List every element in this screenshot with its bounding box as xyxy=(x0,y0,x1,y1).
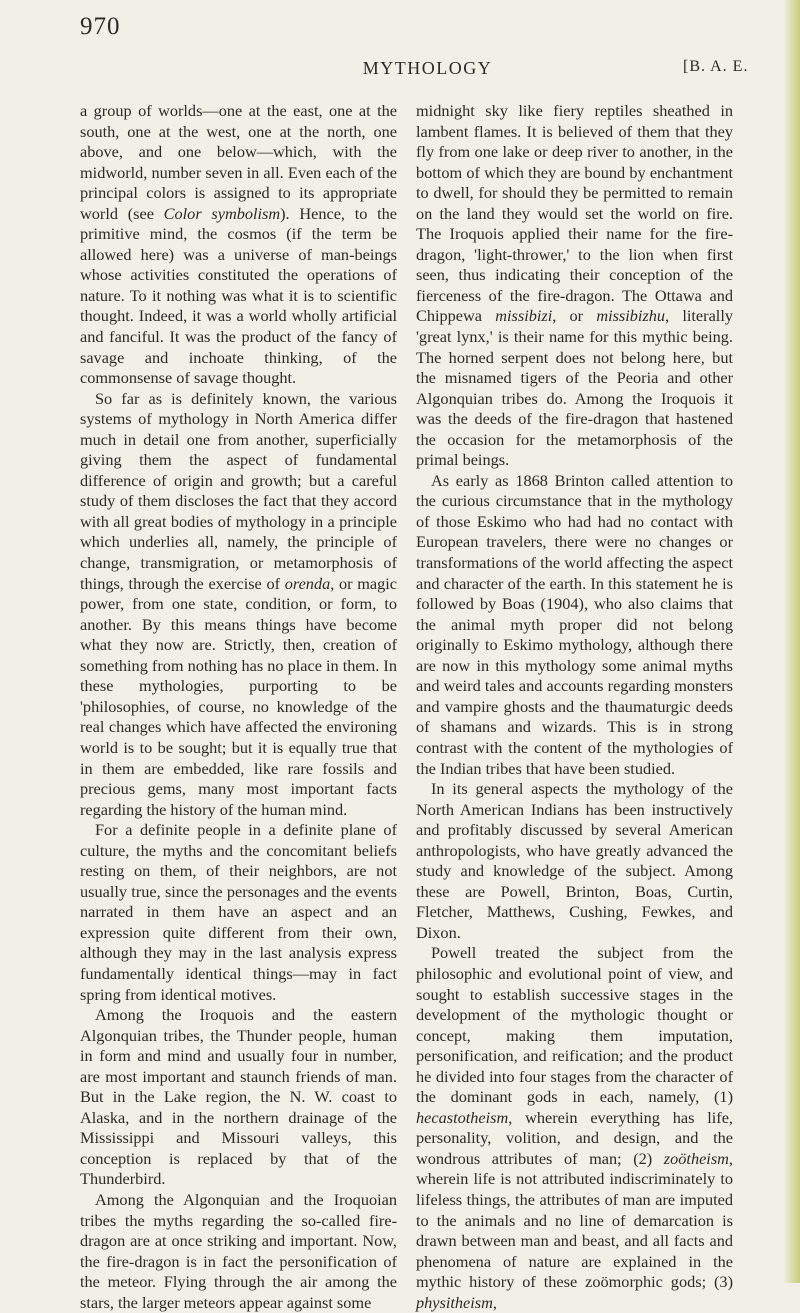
text-run: Among the Algonquian and the Iroquoian tribes the myths regarding the so-called fire-dragon are at once striking and important. Now, the fire-dragon is in fact the personification of the meteor. Flying through the air among the stars, the larger meteors appear against some xyxy=(80,1189,397,1312)
left-text-column xyxy=(80,101,397,1313)
text-run: , wherein life is not attributed indiscriminately to lifeless things, the attributes of man are imputed to the animals and no line of demarcation is drawn between man and beast, and all facts and phenomena of nature are explained in the mythic history of these zoömorphic gods; (3) xyxy=(416,1148,733,1292)
running-title: MYTHOLOGY xyxy=(362,58,493,78)
page-edge xyxy=(784,0,800,1283)
italic-term: orenda xyxy=(284,573,331,593)
paragraph xyxy=(80,101,397,389)
page-header xyxy=(0,0,800,100)
paragraph xyxy=(80,389,397,820)
paragraph xyxy=(80,820,397,1005)
text-run: In its general aspects the mythology of the North American Indians has been instructively and profitably discussed by several American anthropologists, who have greatly advanced the study and knowledge of the subject. Among these are Powell, Brinton, Boas, Curtin, Fletcher, Matthews, Cushing, Fewkes, and Dixon. xyxy=(416,779,733,942)
text-run: So far as is definitely known, the various systems of mythology in North America differ much in detail one from another, superficially giving them the aspect of fundamental difference of origin and growth; but a careful study of them discloses the fact that they accord with all great bodies of mythology in a principle which underlies all, namely, the principle of change, transmigration, or metamorphosis of things, through the exercise of xyxy=(80,388,397,593)
paragraph xyxy=(80,1190,397,1313)
right-text-column xyxy=(416,101,733,1313)
text-run: Powell treated the subject from the philosophic and evolutional point of view, and sought to establish successive stages in the development of the mythologic thought or concept, making them imputation, personification, and reification; and the product he divided into four stages from the character of the dominant gods in each, namely, (1) xyxy=(416,943,733,1107)
section-mark: [B. A. E. xyxy=(683,58,749,75)
text-run: As early as 1868 Brinton called attention to the curious circumstance that in the mythology of those Eskimo who had had no contact with European travelers, there were no changes or transformations of the world affecting the aspect and character of the earth. In this statement he is followed by Boas (1904), who also claims that the animal myth proper did not belong originally to Eskimo mythology, although there are now in this mythology some animal myths and weird tales and accounts regarding monsters and vampire ghosts and the thaumaturgic deeds of shamans and wizards. This is in strong contrast with the content of the mythologies of the Indian tribes that have been studied. xyxy=(416,470,733,778)
text-run: , or xyxy=(552,306,597,326)
italic-term: hecastotheism xyxy=(416,1107,509,1127)
text-run: midnight sky like fiery reptiles sheathed in lambent flames. It is believed of them that they fly from one lake or deep river to another, in the bottom of which they are bound by enchantment to dwell, for should they be permitted to remain on the land they would set the world on fire. The Iroquois applied their name for the fire-dragon, 'light-thrower,' to the lion when first seen, thus indicating their conception of the fierceness of the fire-dragon. The Ottawa and Chippewa xyxy=(416,101,733,326)
paragraph xyxy=(416,779,733,943)
text-run: ). Hence, to the primitive mind, the cosmos (if the term be allowed here) was a universe of man-beings whose activities constituted the operations of nature. To it nothing was what it is to scientific thought. Indeed, it was a world wholly artificial and fanciful. It was the product of the fancy of savage and inchoate thinking, of the commonsense of savage thought. xyxy=(80,203,397,388)
paragraph xyxy=(416,943,733,1313)
italic-term: missibizhu xyxy=(596,306,666,326)
paragraph xyxy=(416,101,733,471)
text-run: , literally 'great lynx,' is their name for this mythic being. The horned serpent does not belong here, but the misnamed tigers of the Peoria and other Algonquian tribes do. Among the Iroquois it was the deeds of the fire-dragon that hastened the occasion for the metamorphosis of the primal beings. xyxy=(416,306,733,470)
text-run: , xyxy=(492,1292,497,1312)
italic-term: physitheism xyxy=(416,1292,493,1312)
italic-term: zoötheism xyxy=(663,1148,729,1168)
text-run: Among the Iroquois and the eastern Algonquian tribes, the Thunder people, human in form and mind and usually four in number, are most important and staunch friends of man. But in the Lake region, the N. W. coast to Alaska, and in the northern drainage of the Mississippi and Missouri valleys, this conception is replaced by that of the Thunderbird. xyxy=(80,1005,397,1189)
text-run: , or magic power, from one state, condition, or form, to another. By this means things have become what they now are. Strictly, then, creation of something from nothing has no place in them. In these mythologies, purporting to be 'philosophies, of course, no knowledge of the real changes which have affected the environing world is to be sought; but it is equally true that in them are embedded, like rare fossils and precious gems, many most important facts regarding the history of the human mind. xyxy=(80,573,398,819)
page-number: 970 xyxy=(80,13,121,40)
italic-term: Color symbolism xyxy=(163,203,281,223)
text-run: , wherein everything has life, personality, volition, and design, and the wondrous attributes of man; (2) xyxy=(416,1107,733,1168)
paragraph xyxy=(416,471,733,779)
text-run: For a definite people in a definite plane of culture, the myths and the concomitant beliefs resting on them, of their neighbors, are not usually true, since the personages and the events narrated in them have an aspect and an expression quite different from their own, although they may in the last analysis express fundamentally identical things—may in fact spring from identical motives. xyxy=(80,820,397,1004)
text-run: a group of worlds—one at the east, one at the south, one at the west, one at the north, one above, and one below—which, with the midworld, number seven in all. Even each of the principal colors is assigned to its appropriate world (see xyxy=(80,101,397,223)
italic-term: missibizi xyxy=(495,306,553,326)
paragraph xyxy=(80,1005,397,1190)
